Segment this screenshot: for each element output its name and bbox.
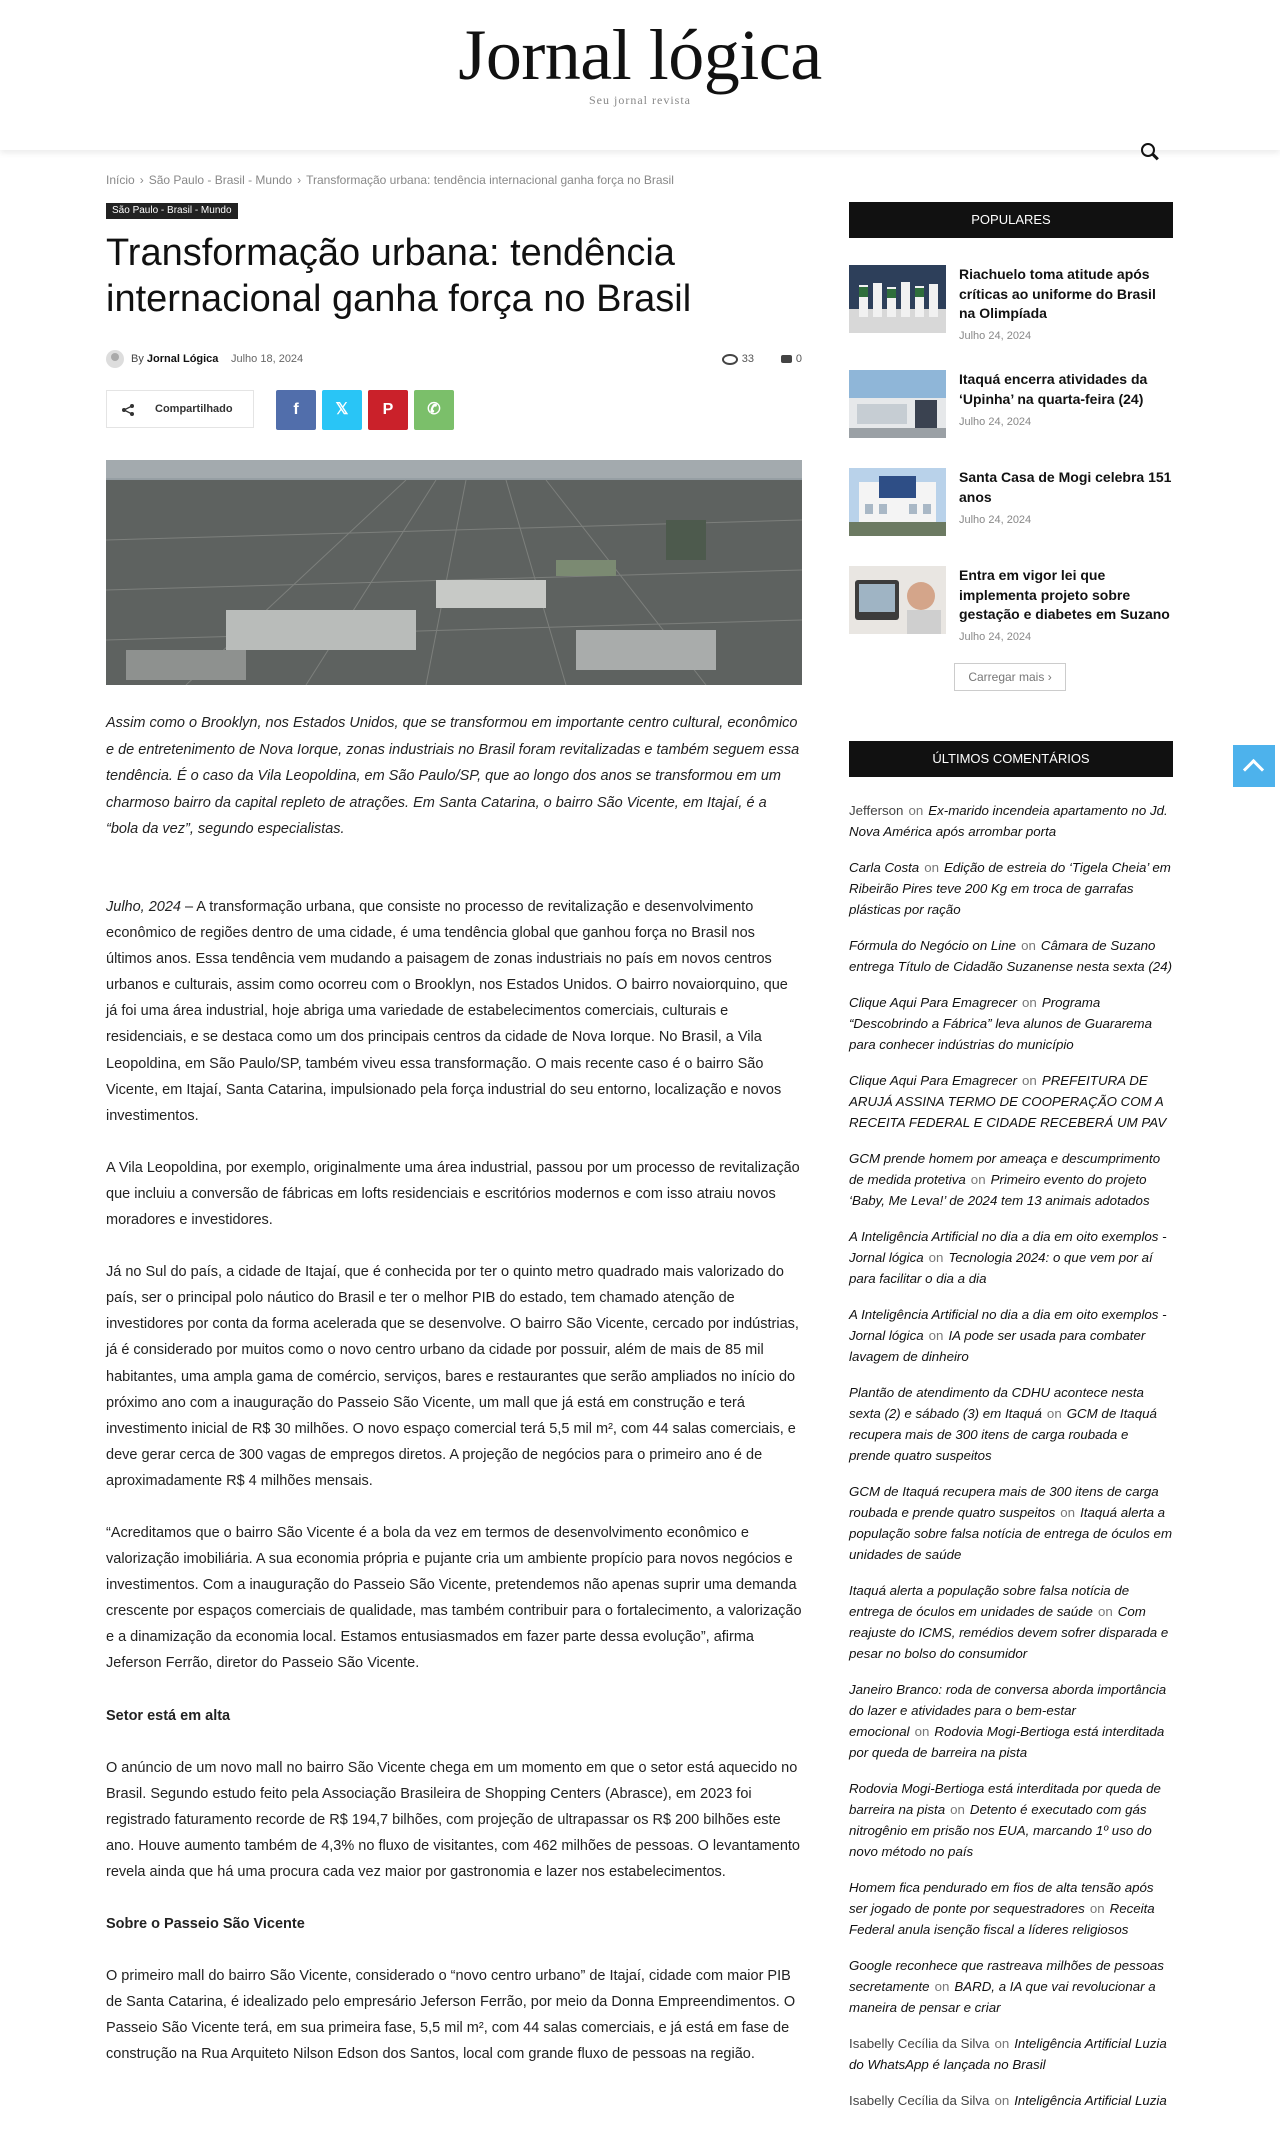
x-share-button[interactable] [322, 390, 362, 430]
comment-on-label: on [1022, 995, 1037, 1010]
eye-icon [722, 354, 738, 365]
comment-on-label: on [934, 1979, 950, 1994]
comment-author[interactable]: Plantão de atendimento da CDHU acontece nesta sexta (2) e sábado (3) em Itaquá [849, 1385, 1144, 1421]
comment-post-link[interactable]: Inteligência Artificial Luzia [1014, 2093, 1167, 2108]
breadcrumb [106, 173, 674, 187]
search-icon[interactable] [1138, 140, 1162, 164]
article-paragraph [106, 894, 802, 1129]
popular-thumbnail[interactable] [849, 265, 946, 333]
comment-author[interactable]: A Inteligência Artificial no dia a dia em oito exemplos - Jornal lógica [849, 1307, 1167, 1343]
article-body [106, 894, 802, 2094]
comment-author[interactable]: Homem fica pendurado em fios de alta tensão após ser jogado de ponte por sequestradores [849, 1880, 1154, 1916]
comment-author[interactable]: Clique Aqui Para Emagrecer [849, 995, 1018, 1010]
byline [131, 353, 218, 365]
section-heading: Setor está em alta [106, 1707, 231, 1724]
comment-post-link[interactable]: Detento é executado com gás nitrogênio em prisão nos EUA, marcando 1º uso do novo método no país [849, 1802, 1152, 1859]
comment-post-link[interactable]: Com reajuste do ICMS, remédios devem sofrer disparada e pesar no bolso do consumidor [849, 1604, 1169, 1661]
comment-author[interactable]: Fórmula do Negócio on Line [849, 938, 1017, 953]
share-label: Compartilhado [155, 403, 233, 415]
author-name[interactable]: Jornal Lógica [146, 353, 219, 365]
paragraph-text: – A transformação urbana, que consiste no processo de revitalização e desenvolvimento econômico de regiões dentro de uma cidade, é uma tendência global que ganhou força no Brasil nos últimos anos. Essa tendência vem mudando a paisagem de zonas industriais no país em novos centros urbanos e culturais, assim como ocorreu com o Brooklyn, nos Estados Unidos. O bairro novaiorquino, que já foi uma área industrial, hoje abriga uma variedade de estabelecimentos comerciais, culturais e residenciais, e se destaca como um dos principais centros da cidade de Nova Iorque. No Brasil, a Vila Leopoldina, em São Paulo/SP, também viveu essa transformação. O mais recente caso é o bairro São Vicente, em Itajaí, Santa Catarina, impulsionado pela força industrial do seu entorno, localização e novos investimentos. [106, 899, 788, 1124]
comment-on-label: on [1021, 938, 1036, 953]
comment-on-label: on [994, 2036, 1010, 2051]
popular-thumbnail[interactable] [849, 468, 946, 536]
comment-item [849, 1148, 1173, 1211]
comment-post-link[interactable]: Primeiro evento do projeto ‘Baby, Me Leva!’ de 2024 tem 13 animais adotados [849, 1172, 1150, 1208]
comment-item [849, 1580, 1173, 1664]
comment-item [849, 1955, 1173, 2018]
popular-date: Julho 24, 2024 [959, 330, 1032, 342]
comment-post-link[interactable]: Programa “Descobrindo a Fábrica” leva alunos de Guararema para conhecer indústrias do município [849, 995, 1153, 1052]
article-paragraph: O primeiro mall do bairro São Vicente, considerado o “novo centro urbano” de Itajaí, cidade com maior PIB de Santa Catarina, é idealizado pelo empresário Jeferson Ferrão, por meio da Donna Empreendimentos. O Passeio São Vicente terá, em sua primeira fase, 5,5 mil m², com 44 salas comerciais, e já está em fase de construção na Rua Arquiteto Nilson Edson dos Santos, local com grande fluxo de pessoas na região. [106, 1968, 796, 2063]
comment-post-link[interactable]: Inteligência Artificial Luzia do WhatsApp é lançada no Brasil [849, 2036, 1167, 2072]
comment-author[interactable]: GCM prende homem por ameaça e descumprimento de medida protetiva [849, 1151, 1161, 1187]
comment-on-label: on [1046, 1406, 1062, 1421]
article-hero-image [106, 460, 802, 685]
site-tagline: Seu jornal revista [589, 93, 691, 107]
share-label-box [106, 390, 254, 428]
article-paragraph: “Acreditamos que o bairro São Vicente é a bola da vez em termos de desenvolvimento econômico e valorização imobiliária. A sua economia própria e pujante cria um ambiente propício para novos negócios e investimentos. Com a inauguração do Passeio São Vicente, pretendemos não apenas suprir uma demanda crescente por espaços comerciais de qualidade, mas também contribuir para o fortalecimento, a valorização e a dinamização da economia local. Estamos entusiasmados em fazer parte dessa evolução”, afirma Jeferson Ferrão, diretor do Passeio São Vicente. [106, 1524, 802, 1672]
comment-on-label: on [970, 1172, 986, 1187]
comments-count[interactable] [781, 353, 802, 365]
comment-post-link[interactable]: Receita Federal anula isenção fiscal a líderes religiosos [849, 1901, 1155, 1937]
breadcrumb-category[interactable]: São Paulo - Brasil - Mundo [148, 173, 293, 187]
comment-on-label: on [914, 1724, 930, 1739]
load-more-button[interactable] [954, 663, 1066, 691]
article-date: Julho 18, 2024 [231, 353, 304, 365]
comment-post-link[interactable]: Edição de estreia do ‘Tigela Cheia’ em Ribeirão Pires teve 200 Kg em troca de garrafas plásticas por ração [849, 860, 1171, 917]
comment-item [849, 2033, 1173, 2075]
chevron-right-icon: › [1047, 670, 1052, 684]
comment-post-link[interactable]: Tecnologia 2024: o que vem por aí para facilitar o dia a dia [849, 1250, 1153, 1286]
whatsapp-share-button[interactable] [414, 390, 454, 430]
comment-item [849, 935, 1173, 977]
pinterest-icon: P [382, 401, 394, 418]
views-value: 33 [741, 353, 754, 365]
comment-on-label: on [928, 1328, 944, 1343]
comment-item [849, 1070, 1173, 1133]
comment-post-link[interactable]: IA pode ser usada para combater lavagem de dinheiro [849, 1328, 1146, 1364]
comment-item [849, 800, 1173, 842]
popular-thumbnail[interactable] [849, 370, 946, 438]
comment-author[interactable]: Google reconhece que rastreava milhões de pessoas secretamente [849, 1958, 1164, 1994]
section-heading: Sobre o Passeio São Vicente [106, 1916, 305, 1933]
comment-post-link[interactable]: Ex-marido incendeia apartamento no Jd. Nova América após arrombar porta [849, 803, 1168, 839]
article-paragraph: A Vila Leopoldina, por exemplo, originalmente uma área industrial, passou por um processo de revitalização que incluiu a conversão de fábricas em lofts residenciais e escritórios modernos e com isso atraiu novos moradores e investidores. [106, 1159, 800, 1229]
comment-author[interactable]: Janeiro Branco: roda de conversa aborda importância do lazer e atividades para o bem-estar emocional [849, 1682, 1167, 1739]
comment-post-link[interactable]: Câmara de Suzano entrega Título de Cidadão Suzanense nesta sexta (24) [849, 938, 1173, 974]
site-logo[interactable]: Jornal lógica [458, 15, 822, 95]
comment-post-link[interactable]: PREFEITURA DE ARUJÁ ASSINA TERMO DE COOPERAÇÃO COM A RECEITA FEDERAL E CIDADE RECEBERÁ UM PAV [849, 1073, 1167, 1130]
article-title: Transformação urbana: tendência internacional ganha força no Brasil [106, 232, 692, 320]
popular-title[interactable]: Itaquá encerra atividades da ‘Upinha’ na quarta-feira (24) [959, 371, 1148, 407]
comments-heading: ÚLTIMOS COMENTÁRIOS [849, 741, 1173, 777]
views-count [722, 353, 754, 365]
comment-on-label: on [908, 803, 924, 818]
article-intro: Assim como o Brooklyn, nos Estados Unidos, que se transformou em importante centro cultural, econômico e de entretenimento de Nova Iorque, zonas industriais no Brasil foram revitalizadas e também seguem essa tendência. É o caso da Vila Leopoldina, em São Paulo/SP, que ao longo dos anos se transformou em um charmoso bairro da capital repleto de atrações. Em Santa Catarina, o bairro São Vicente, em Itajaí, é a “bola da vez”, segundo especialistas. [106, 715, 800, 837]
popular-item[interactable] [849, 566, 1173, 646]
comment-item [849, 992, 1173, 1055]
breadcrumb-current: Transformação urbana: tendência internacional ganha força no Brasil [306, 173, 674, 187]
facebook-share-button[interactable] [276, 390, 316, 430]
comment-on-label: on [994, 2093, 1010, 2108]
x-icon: 𝕏 [335, 401, 349, 418]
comment-item [849, 1226, 1173, 1289]
comment-item [849, 1382, 1173, 1466]
comments-value: 0 [795, 353, 802, 365]
popular-date: Julho 24, 2024 [959, 514, 1032, 526]
scroll-to-top-button[interactable] [1233, 745, 1275, 787]
breadcrumb-home[interactable]: Início [106, 173, 135, 187]
comment-author[interactable]: Clique Aqui Para Emagrecer [849, 1073, 1018, 1088]
popular-title[interactable]: Santa Casa de Mogi celebra 151 anos [959, 469, 1172, 505]
comment-item [849, 2090, 1173, 2111]
comment-on-label: on [950, 1802, 965, 1817]
article-paragraph: O anúncio de um novo mall no bairro São Vicente chega em um momento em que o setor está aquecido no Brasil. Segundo estudo feito pela Associação Brasileira de Shopping Centers (Abrasce), em 2023 foi registrado faturamento recorde de R$ 194,7 bilhões, com projeção de ultrapassar os R$ 200 bilhões este ano. Houve aumento também de 4,3% no fluxo de visitantes, com 462 milhões de pessoas. O levantamento revela ainda que há uma procura cada vez maior por gastronomia e lazer nos estabelecimentos. [106, 1759, 800, 1880]
comment-author[interactable]: Rodovia Mogi-Bertioga está interditada por queda de barreira na pista [849, 1781, 1161, 1817]
popular-thumbnail[interactable] [849, 566, 946, 634]
comment-post-link[interactable]: Itaquá alerta a população sobre falsa notícia de entrega de óculos em unidades de saúde [849, 1505, 1173, 1562]
comment-on-label: on [1097, 1604, 1113, 1619]
comment-item [849, 1304, 1173, 1367]
popular-date: Julho 24, 2024 [959, 631, 1032, 643]
site-header [0, 0, 1280, 150]
article-paragraph: Já no Sul do país, a cidade de Itajaí, que é conhecida por ter o quinto metro quadrado mais valorizado do país, ser o principal polo náutico do Brasil e ter o melhor PIB do estado, tem chamado atenção de investidores por conta da forma acelerada que se desenvolve. O bairro São Vicente, cercado por indústrias, já é considerado por muitos como o novo centro urbano da cidade por possuir, além de mais de 85 mil habitantes, uma ampla gama de comércio, serviços, bares e restaurantes que serão ampliados no início do próximo ano com a inauguração do Passeio São Vicente, um mall que já está em construção e terá investimento inicial de R$ 30 milhões. O novo espaço comercial terá 5,5 mil m², com 44 salas comerciais, e deve gerar cerca de 300 vagas de empregos diretos. A projeção de negócios para o primeiro ano é de aproximadamente R$ 4 milhões mensais. [106, 1264, 799, 1489]
load-more-label: Carregar mais [968, 670, 1045, 684]
popular-title[interactable]: Riachuelo toma atitude após críticas ao uniforme do Brasil na Olimpíada [959, 266, 1156, 321]
comment-on-label: on [924, 860, 940, 875]
breadcrumb-separator: › [297, 173, 302, 187]
comment-item [849, 1877, 1173, 1940]
comment-post-link[interactable]: GCM de Itaquá recupera mais de 300 itens de carga roubada e prende quatro suspeitos [849, 1406, 1157, 1463]
dateline: Julho, 2024 [106, 899, 181, 915]
comment-author[interactable]: Jefferson [849, 803, 904, 818]
comment-post-link[interactable]: Rodovia Mogi-Bertioga está interditada por queda de barreira na pista [849, 1724, 1165, 1760]
comment-author[interactable]: A Inteligência Artificial no dia a dia em oito exemplos - Jornal lógica [849, 1229, 1167, 1265]
comment-on-label: on [1060, 1505, 1076, 1520]
facebook-icon: f [293, 401, 299, 418]
popular-item[interactable] [849, 468, 1173, 548]
popular-title[interactable]: Entra em vigor lei que implementa projeto sobre gestação e diabetes em Suzano [959, 567, 1170, 622]
by-label: By [131, 353, 144, 365]
comment-author[interactable]: Carla Costa [849, 860, 920, 875]
popular-heading: POPULARES [849, 202, 1173, 238]
comment-on-label: on [1089, 1901, 1105, 1916]
comment-on-label: on [1022, 1073, 1037, 1088]
author-avatar[interactable] [106, 350, 124, 368]
comment-author[interactable]: Isabelly Cecília da Silva [849, 2093, 990, 2108]
popular-item[interactable] [849, 265, 1173, 345]
comment-author[interactable]: Itaquá alerta a população sobre falsa notícia de entrega de óculos em unidades de saúde [849, 1583, 1130, 1619]
category-badge[interactable]: São Paulo - Brasil - Mundo [106, 203, 238, 219]
pinterest-share-button[interactable] [368, 390, 408, 430]
latest-comments-list [849, 800, 1173, 2126]
comment-author[interactable]: Isabelly Cecília da Silva [849, 2036, 990, 2051]
share-icon [121, 403, 135, 417]
popular-date: Julho 24, 2024 [959, 416, 1032, 428]
comment-post-link[interactable]: BARD, a IA que vai revolucionar a maneira de pensar e criar [849, 1979, 1156, 2015]
comment-item [849, 1778, 1173, 1862]
comment-icon [781, 355, 792, 363]
comment-item [849, 1679, 1173, 1763]
breadcrumb-separator: › [139, 173, 144, 187]
whatsapp-icon: ✆ [427, 401, 441, 418]
comment-author[interactable]: GCM de Itaquá recupera mais de 300 itens de carga roubada e prende quatro suspeitos [849, 1484, 1159, 1520]
comment-item [849, 857, 1173, 920]
popular-item[interactable] [849, 370, 1173, 450]
article-meta [106, 350, 802, 370]
comment-item [849, 1481, 1173, 1565]
comment-on-label: on [928, 1250, 944, 1265]
